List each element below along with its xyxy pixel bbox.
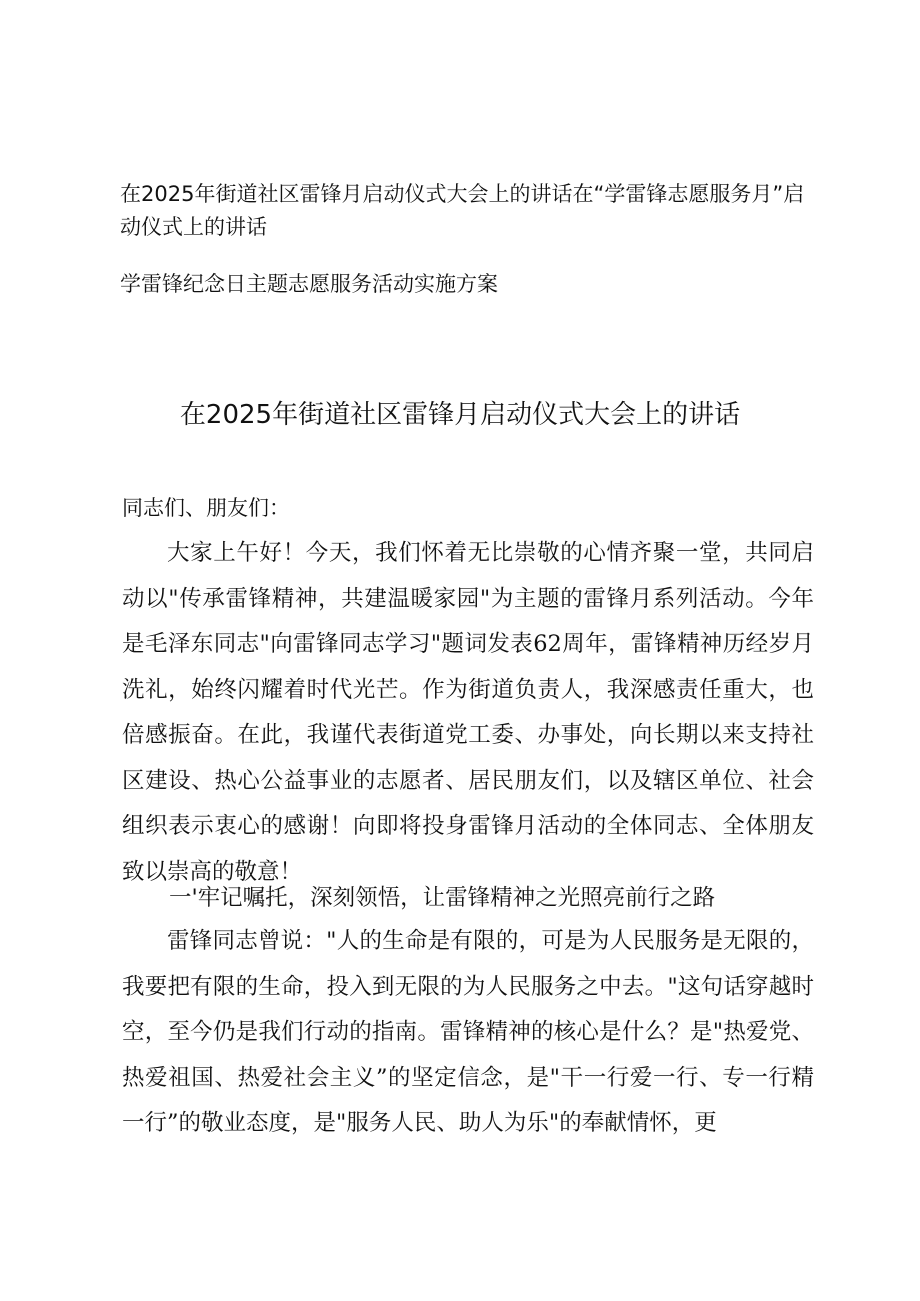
paragraph-opening: 大家上午好！今天，我们怀着无比崇敬的心情齐聚一堂，共同启动以"传承雷锋精神，共建温暖家园"为主题的雷锋月系列活动。今年是毛泽东同志"向雷锋同志学习"题词发表62周年，雷锋精神历经岁月洗礼，始终闪耀着时代光芒。作为街道负责人，我深感责任重大，也倍感振奋。在此，我谨代表街道党工委、办事处，向长期以来支持社区建设、热心公益事业的志愿者、居民朋友们，以及辖区单位、社会组织表示衷心的感谢！向即将投身雷锋月活动的全体同志、全体朋友致以崇高的敬意！ (122, 540, 814, 885)
toc-entry-speech-titles: 在2025年街道社区雷锋月启动仪式大会上的讲话在“学雷锋志愿服务月”启动仪式上的讲话 (120, 182, 805, 239)
toc-entry-implementation-plan: 学雷锋纪念日主题志愿服务活动实施方案 (120, 272, 498, 296)
document-title: 在2025年街道社区雷锋月启动仪式大会上的讲话 (179, 400, 741, 430)
paragraph-section-1: 雷锋同志曾说："人的生命是有限的，可是为人民服务是无限的，我要把有限的生命，投入到无限的为人民服务之中去。"这句话穿越时空，至今仍是我们行动的指南。雷锋精神的核心是什么？是"热爱党、热爱祖国、热爱社会主义”的坚定信念，是"干一行爱一行、专一行精一行”的敬业态度，是"服务人民、助人为乐"的奉献情怀，更 (122, 928, 814, 1136)
section-heading-1: 一'牢记嘱托，深刻领悟，让雷锋精神之光照亮前行之路 (169, 885, 716, 911)
salutation: 同志们、朋友们： (122, 496, 290, 520)
